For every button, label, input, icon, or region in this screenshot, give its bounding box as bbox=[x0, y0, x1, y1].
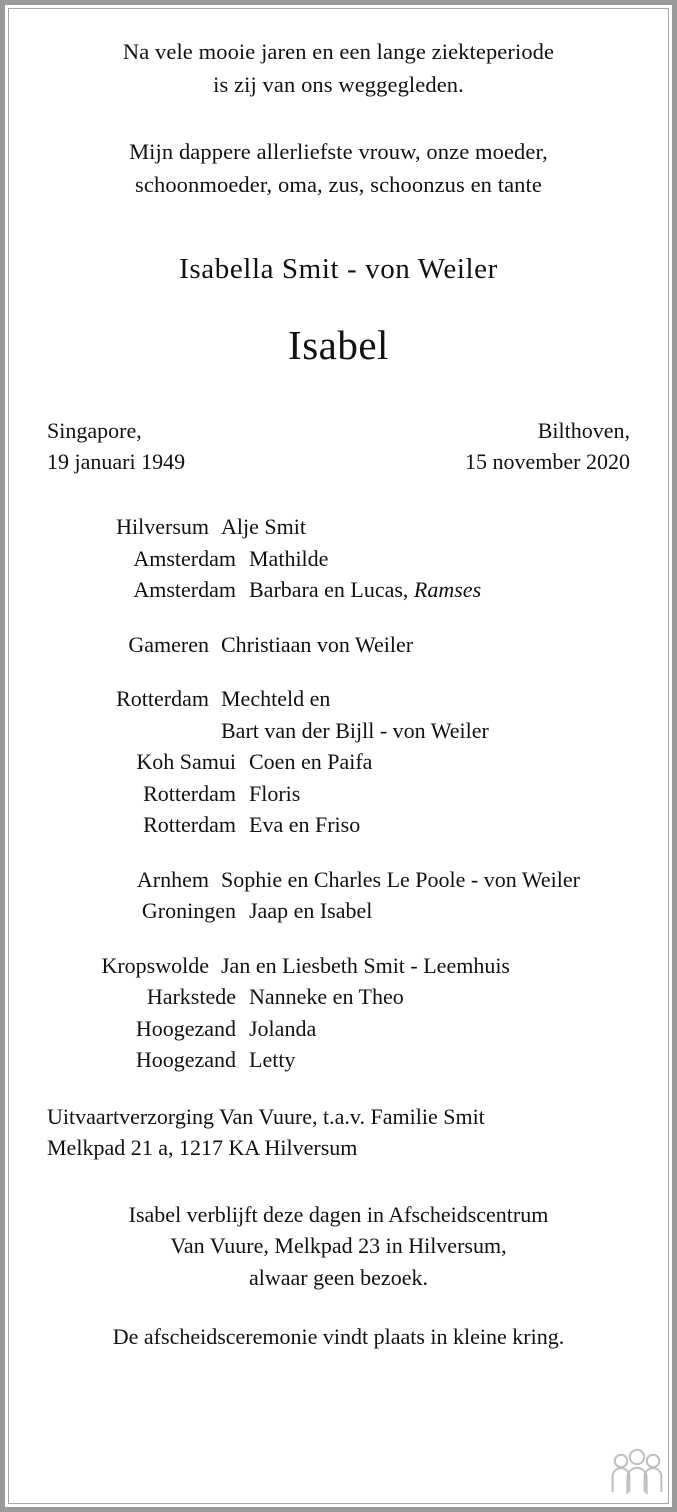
family-group bbox=[47, 629, 630, 661]
address-line: Uitvaartverzorging Van Vuure, t.a.v. Familie Smit bbox=[47, 1103, 485, 1129]
family-row bbox=[47, 683, 630, 715]
opening-verse-second bbox=[47, 101, 630, 201]
family-place: Groningen bbox=[141, 898, 236, 923]
closing-line: Van Vuure, Melkpad 23 in Hilversum, bbox=[170, 1233, 507, 1258]
verse-line: Na vele mooie jaren en een lange ziekteperiode bbox=[122, 39, 555, 64]
family-name: Mathilde bbox=[249, 545, 329, 571]
closing-line: Isabel verblijft deze dagen in Afscheidscentrum bbox=[128, 1201, 549, 1227]
three-figures-logo bbox=[610, 1448, 664, 1500]
verse-line: schoonmoeder, oma, zus, schoonzus en tante bbox=[135, 172, 542, 197]
family-name: Eva en Friso bbox=[249, 812, 361, 837]
family-place: Rotterdam bbox=[143, 812, 236, 837]
family-name-italic: Ramses bbox=[413, 577, 482, 602]
family-name: Letty bbox=[249, 1047, 296, 1072]
deceased-nickname: Isabel bbox=[288, 322, 389, 368]
family-row bbox=[47, 895, 630, 927]
opening-verse-first bbox=[47, 9, 630, 101]
family-place: Amsterdam bbox=[133, 577, 236, 602]
closing-line: alwaar geen bezoek. bbox=[249, 1264, 428, 1290]
family-name: Alje Smit bbox=[221, 514, 306, 539]
family-name: Nanneke en Theo bbox=[249, 984, 404, 1009]
family-name: Christiaan von Weiler bbox=[221, 631, 414, 657]
funeral-home-address bbox=[47, 1076, 630, 1164]
family-name: Sophie en Charles Le Poole - von Weiler bbox=[221, 866, 580, 892]
family-place: Hoogezand bbox=[135, 1015, 236, 1041]
address-line: Melkpad 21 a, 1217 KA Hilversum bbox=[47, 1135, 358, 1160]
family-place: Koh Samui bbox=[136, 749, 236, 774]
family-name: Barbara en Lucas, Ramses bbox=[249, 577, 482, 602]
family-row bbox=[47, 629, 630, 661]
family-row bbox=[47, 981, 630, 1013]
family-place: Rotterdam bbox=[143, 780, 236, 806]
family-row bbox=[47, 809, 630, 841]
death-place: Bilthoven, bbox=[537, 418, 630, 443]
family-place bbox=[47, 715, 209, 747]
family-row bbox=[47, 1044, 630, 1076]
family-row bbox=[47, 950, 630, 982]
family-name: Bart van der Bijll - von Weiler bbox=[221, 717, 489, 743]
birth-death-dates bbox=[47, 371, 630, 477]
family-listings bbox=[47, 477, 630, 1076]
family-place: Kropswolde bbox=[101, 952, 209, 978]
family-place: Arnhem bbox=[136, 866, 209, 892]
notice-content bbox=[9, 9, 668, 1503]
birth-place: Singapore, bbox=[47, 418, 142, 443]
family-row bbox=[47, 574, 630, 606]
deceased-full-name: Isabella Smit - von Weiler bbox=[179, 253, 498, 285]
birth-date: 19 januari 1949 bbox=[47, 449, 186, 474]
family-place: Rotterdam bbox=[116, 686, 209, 711]
family-group bbox=[47, 683, 630, 841]
family-name: Mechteld en bbox=[221, 686, 331, 711]
family-group bbox=[47, 864, 630, 927]
family-group bbox=[47, 950, 630, 1076]
verse-line: is zij van ons weggegleden. bbox=[213, 72, 464, 97]
family-place: Hoogezand bbox=[135, 1047, 236, 1072]
family-row bbox=[47, 543, 630, 575]
family-name: Jolanda bbox=[249, 1015, 317, 1041]
family-row bbox=[47, 715, 630, 747]
family-place: Harkstede bbox=[146, 984, 236, 1009]
family-name: Floris bbox=[249, 780, 301, 806]
family-name: Jaap en Isabel bbox=[249, 898, 373, 923]
family-row bbox=[47, 864, 630, 896]
verse-line: Mijn dappere allerliefste vrouw, onze moeder, bbox=[129, 139, 548, 164]
family-name: Coen en Paifa bbox=[249, 749, 373, 774]
family-place: Amsterdam bbox=[133, 545, 236, 571]
family-place: Hilversum bbox=[116, 514, 209, 539]
family-name: Jan en Liesbeth Smit - Leemhuis bbox=[221, 952, 510, 978]
family-row bbox=[47, 778, 630, 810]
death-date: 15 november 2020 bbox=[465, 449, 630, 474]
family-row bbox=[47, 511, 630, 543]
death-info bbox=[465, 415, 630, 477]
closing-notice bbox=[47, 1164, 630, 1294]
family-place: Gameren bbox=[128, 631, 209, 657]
family-row bbox=[47, 1013, 630, 1045]
family-group bbox=[47, 511, 630, 606]
family-row bbox=[47, 746, 630, 778]
ceremony-note: De afscheidsceremonie vindt plaats in kleine kring. bbox=[112, 1324, 565, 1349]
birth-info bbox=[47, 415, 185, 477]
